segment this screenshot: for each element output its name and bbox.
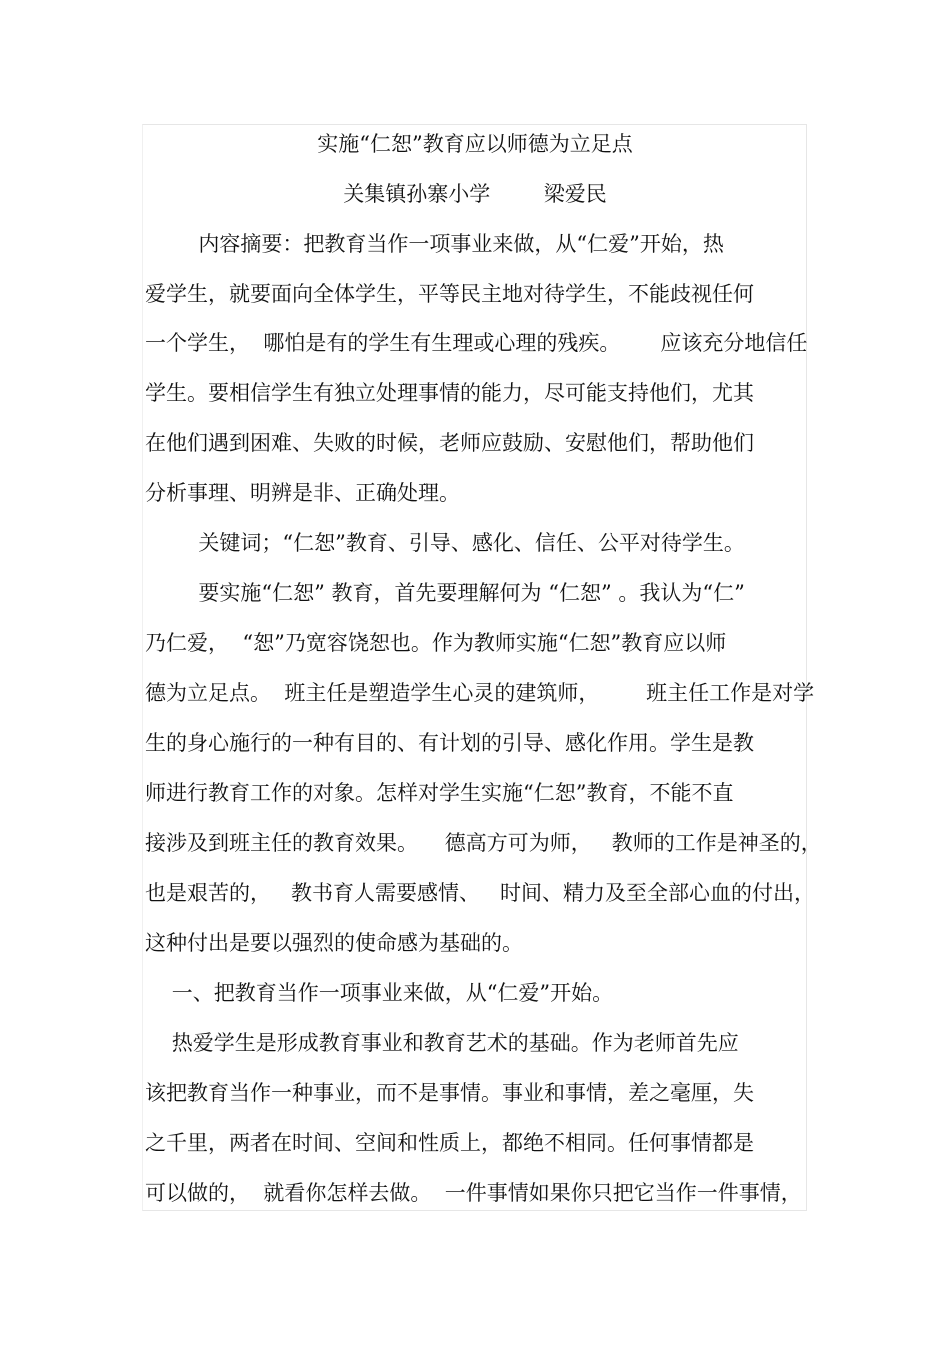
section-heading-1: 一、把教育当作一项事业来做，从“仁爱”开始。 <box>145 981 614 1005</box>
document-title: 实施“仁恕”教育应以师德为立足点 <box>317 132 633 156</box>
keywords-line: 关键词；“仁恕”教育、引导、感化、信任、公平对待学生。 <box>145 531 745 555</box>
body-line-3: 德为立足点。 班主任是塑造学生心灵的建筑师， 班主任工作是对学 <box>145 681 815 705</box>
section-line-1: 热爱学生是形成教育事业和教育艺术的基础。作为老师首先应 <box>145 1031 739 1055</box>
abstract-line-6: 分析事理、明辨是非、正确处理。 <box>145 481 460 505</box>
body-line-2: 乃仁爱， “恕”乃宽容饶恕也。作为教师实施“仁恕”教育应以师 <box>145 631 727 655</box>
abstract-line-3: 一个学生， 哪怕是有的学生有生理或心理的残疾。 应该充分地信任 <box>145 331 808 355</box>
body-line-7: 也是艰苦的， 教书育人需要感情、 时间、精力及至全部心血的付出， <box>145 881 816 905</box>
section-line-3: 之千里，两者在时间、空间和性质上，都绝不相同。任何事情都是 <box>145 1131 754 1155</box>
section-line-2: 该把教育当作一种事业，而不是事情。事业和事情，差之毫厘，失 <box>145 1081 754 1105</box>
section-line-4: 可以做的， 就看你怎样去做。 一件事情如果你只把它当作一件事情， <box>145 1181 802 1205</box>
body-line-8: 这种付出是要以强烈的使命感为基础的。 <box>145 931 523 955</box>
author-line: 关集镇孙寨小学 梁爱民 <box>343 182 607 206</box>
abstract-line-1: 内容摘要：把教育当作一项事业来做，从“仁爱”开始，热 <box>145 232 724 256</box>
body-line-6: 接涉及到班主任的教育效果。 德高方可为师， 教师的工作是神圣的， <box>145 831 822 855</box>
abstract-line-4: 学生。要相信学生有独立处理事情的能力，尽可能支持他们，尤其 <box>145 381 754 405</box>
body-line-5: 师进行教育工作的对象。怎样对学生实施“仁恕”教育，不能不直 <box>145 781 734 805</box>
body-line-1: 要实施“仁恕” 教育，首先要理解何为 “仁恕” 。我认为“仁” <box>145 581 745 605</box>
abstract-line-2: 爱学生，就要面向全体学生，平等民主地对待学生，不能歧视任何 <box>145 282 754 306</box>
body-line-4: 生的身心施行的一种有目的、有计划的引导、感化作用。学生是教 <box>145 731 754 755</box>
abstract-line-5: 在他们遇到困难、失败的时候，老师应鼓励、安慰他们，帮助他们 <box>145 431 754 455</box>
